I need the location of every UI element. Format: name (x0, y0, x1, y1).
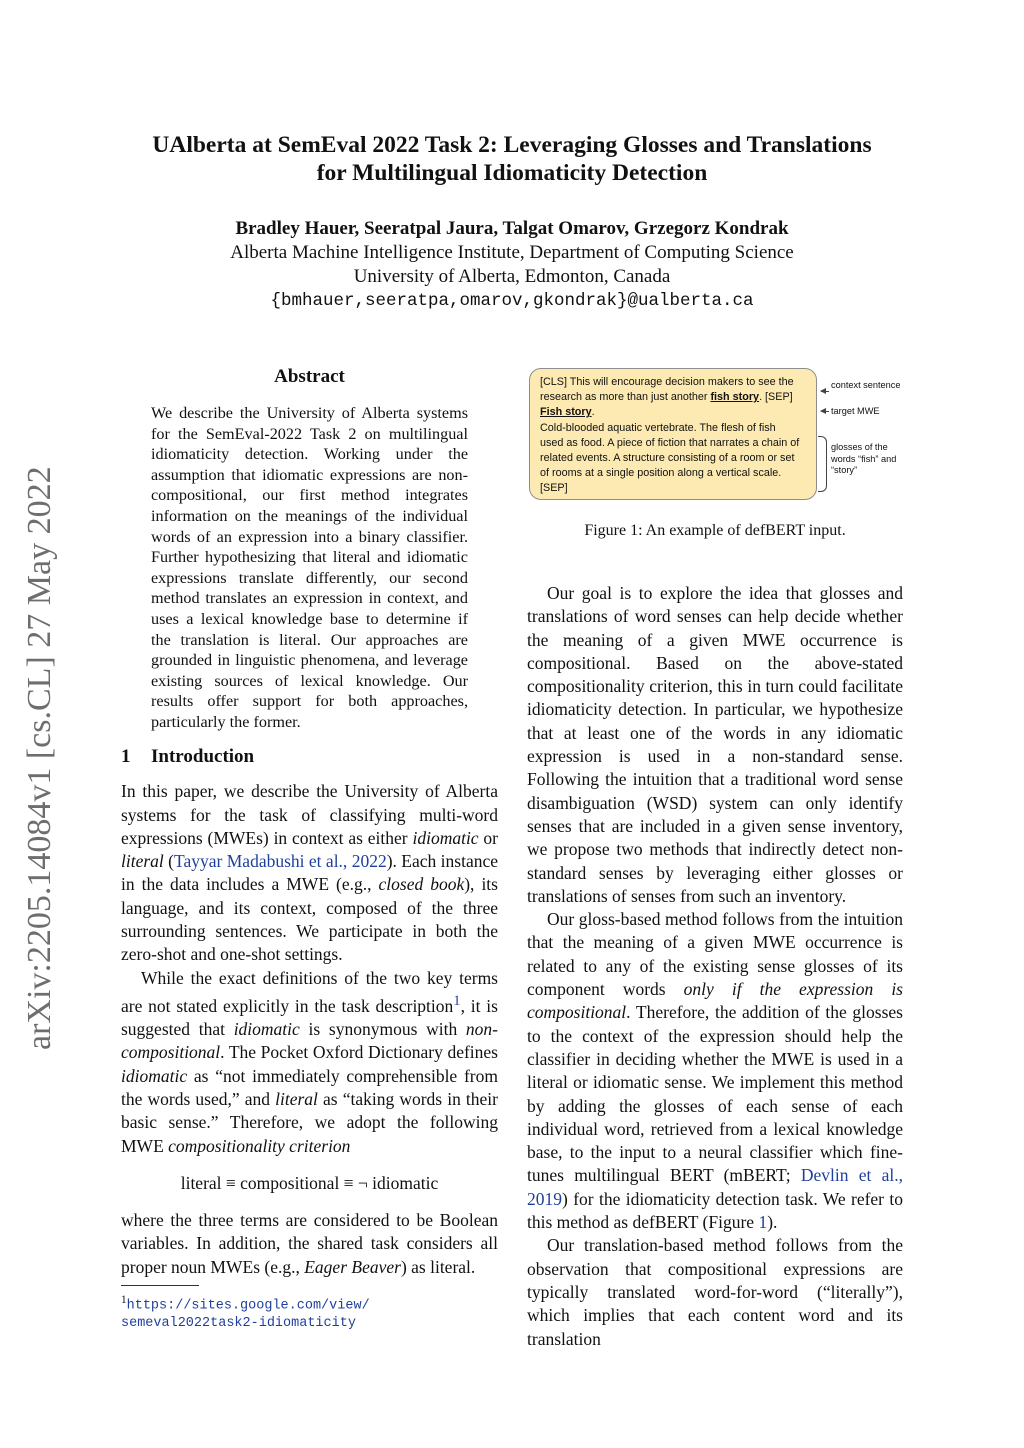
note-context-sentence: context sentence (831, 380, 901, 390)
target-mwe-highlight: Fish story (540, 406, 592, 419)
figure-line: related events. A structure consisting of a room or set (540, 452, 795, 465)
paper-title (100, 131, 924, 187)
author-email: {bmhauer,seeratpa,omarov,gkondrak}@ualberta.ca (270, 291, 754, 311)
section-number: 1 (121, 746, 131, 767)
affiliation-2: University of Alberta, Edmonton, Canada (353, 266, 671, 287)
citation-link[interactable]: Devlin et al., 2019 (527, 1165, 903, 1209)
italic-term: literal (121, 851, 164, 872)
italic-term: literal (275, 1088, 318, 1109)
text-run: is synonymous with (299, 1019, 466, 1040)
text-run: where the three terms are considered to be Boolean variables. In addition, the shared task considers all proper noun MWEs (e.g., (121, 1210, 498, 1277)
text-run: . (591, 406, 595, 419)
italic-term: non-compositional (121, 1019, 498, 1063)
figure-line (540, 390, 806, 405)
citation-link[interactable]: Tayyar Madabushi et al., 2022 (174, 851, 387, 872)
text-run: ( (163, 851, 175, 872)
text-run: ). Each instance in the data includes a MWE (e.g., (121, 851, 499, 895)
text-run: . [SEP] (759, 391, 793, 404)
italic-term: idiomatic (233, 1019, 300, 1040)
text-run: as “taking words in their basic sense.” Therefore, we adopt the following MWE (121, 1088, 498, 1156)
text-run: . The Pocket Oxford Dictionary defines (220, 1042, 498, 1063)
author-block (100, 217, 924, 313)
text-run: Our gloss-based method follows from the intuition that the meaning of a given MWE occurrence is related to any of the existing sense glosses of its component words (527, 909, 903, 1000)
text-run: , it is suggested that (121, 995, 498, 1040)
arrow-left-icon (821, 411, 829, 412)
text-run: ) as literal. (400, 1256, 476, 1277)
text-run: ), its language, and its context, composed of the three surrounding sentences. We participate in both the zero-shot and one-shot settings. (121, 874, 498, 965)
arrow-left-icon (821, 391, 829, 392)
right-paragraph-3: Our translation-based method follows from the observation that compositional expressions are typically translated word-for-word (“literally”), which implies that each content word and its translation (527, 1235, 903, 1349)
text-run: While the exact definitions of the two key terms are not stated explicitly in the task description (121, 967, 498, 1016)
italic-term: closed book (378, 874, 465, 895)
figure-reference-link[interactable]: 1 (758, 1212, 768, 1233)
footnote-mark: 1 (121, 1294, 127, 1307)
author-names: Bradley Hauer, Seeratpal Jaura, Talgat Omarov, Grzegorz Kondrak (235, 218, 789, 239)
left-column (121, 745, 498, 1332)
figure-line (540, 405, 806, 420)
figure-line: [CLS] This will encourage decision makers to see the (540, 376, 794, 388)
right-paragraph-2 (527, 908, 903, 1234)
footnote-divider (121, 1285, 199, 1286)
footnote-url-part-1[interactable]: https://sites.google.com/view/ (126, 1298, 370, 1314)
section-title: Introduction (151, 746, 255, 767)
text-run: research as more than just another (540, 391, 711, 404)
italic-term: compositionality criterion (168, 1135, 351, 1156)
affiliation-1: Alberta Machine Intelligence Institute, Department of Computing Science (230, 242, 794, 263)
intro-paragraph-1 (121, 780, 498, 966)
right-column (527, 582, 903, 1351)
abstract-text: We describe the University of Alberta systems for the SemEval-2022 Task 2 on multilingual idiomaticity detection. Working under the assumption that idiomatic expressions are non-compositional, our first method integrates information on the meanings of the individual words of an expression into a binary classifier. Further hypothesizing that literal and idiomatic expressions translate differently, our second method translates an expression in context, and uses a lexical knowledge base to determine if the translation is literal. Our approaches are grounded in linguistic phenomena, and leverage existing sources of lexical knowledge. Our results offer support for both approaches, particularly the former. (151, 404, 468, 731)
text-run: ) for the idiomaticity detection task. We refer to this method as defBERT (Figure (527, 1188, 903, 1233)
italic-term: Eager Beaver (304, 1256, 401, 1277)
right-paragraph-1: Our goal is to explore the idea that glosses and translations of word senses can help decide whether the meaning of a given MWE occurrence is compositional. Based on the above-stated compositionality criterion, this in turn could facilitate idiomaticity detection. In particular, we hypothesize that at least one of the words in any idiomatic expression is used in a non-standard sense. Following the intuition that a traditional word sense disambiguation (WSD) system can only identify senses that are included in a given sense inventory, we propose two methods that indirectly detect non-standard senses by leveraging either glosses or translations of senses from such an inventory. (527, 583, 903, 906)
figure-line: [SEP] (540, 482, 568, 495)
text-run: . Therefore, the addition of the glosses to the context of the expression should help the classifier in deciding whether the MWE is used in a literal or idiomatic sense. We implement this method by adding the glosses of each sense of each individual word, retrieved from a lexical knowledge base, to the input to a neural classifier which fine-tunes multilingual BERT (mBERT; (527, 1002, 903, 1186)
italic-term: idiomatic (412, 827, 479, 848)
bracket-icon (818, 436, 827, 492)
title-line-2: for Multilingual Idiomaticity Detection (316, 160, 708, 186)
section-heading-introduction (121, 745, 498, 768)
note-glosses: glosses of the words “fish” and “story” (831, 442, 897, 475)
text-run: as “not immediately comprehensible from the words used,” and (121, 1065, 498, 1109)
defbert-input-figure (529, 368, 817, 500)
figure-line: Cold-blooded aquatic vertebrate. The flesh of fish (540, 421, 776, 434)
footnote (121, 1292, 498, 1332)
footnote-url-part-2[interactable]: semeval2022task2-idiomaticity (121, 1315, 356, 1331)
abstract-heading: Abstract (274, 366, 345, 387)
italic-term: idiomatic (121, 1065, 188, 1086)
title-line-1: UAlberta at SemEval 2022 Task 2: Leveraging Glosses and Translations (152, 132, 872, 158)
footnote-marker[interactable]: 1 (453, 992, 461, 1009)
text-run: ). (767, 1212, 778, 1233)
target-mwe-highlight: fish story (710, 391, 760, 404)
figure-line: of rooms at a single position along a vertical scale. (540, 467, 782, 480)
text-run: or (478, 827, 498, 848)
note-target-mwe: target MWE (831, 406, 880, 416)
intro-paragraph-2 (121, 967, 498, 1158)
italic-term: only if the expression is compositional (527, 979, 903, 1023)
text-run: In this paper, we describe the University of Alberta systems for the task of classifying multi-word expressions (MWEs) in context as either (121, 781, 498, 848)
figure-caption: Figure 1: An example of defBERT input. (584, 522, 846, 539)
figure-line: used as food. A piece of fiction that narrates a chain of (540, 436, 800, 449)
equation: literal ≡ compositional ≡ ¬ idiomatic (180, 1172, 439, 1193)
arxiv-identifier: arXiv:2205.14084v1 [cs.CL] 27 May 2022 (21, 466, 58, 1050)
intro-paragraph-3 (121, 1209, 498, 1279)
